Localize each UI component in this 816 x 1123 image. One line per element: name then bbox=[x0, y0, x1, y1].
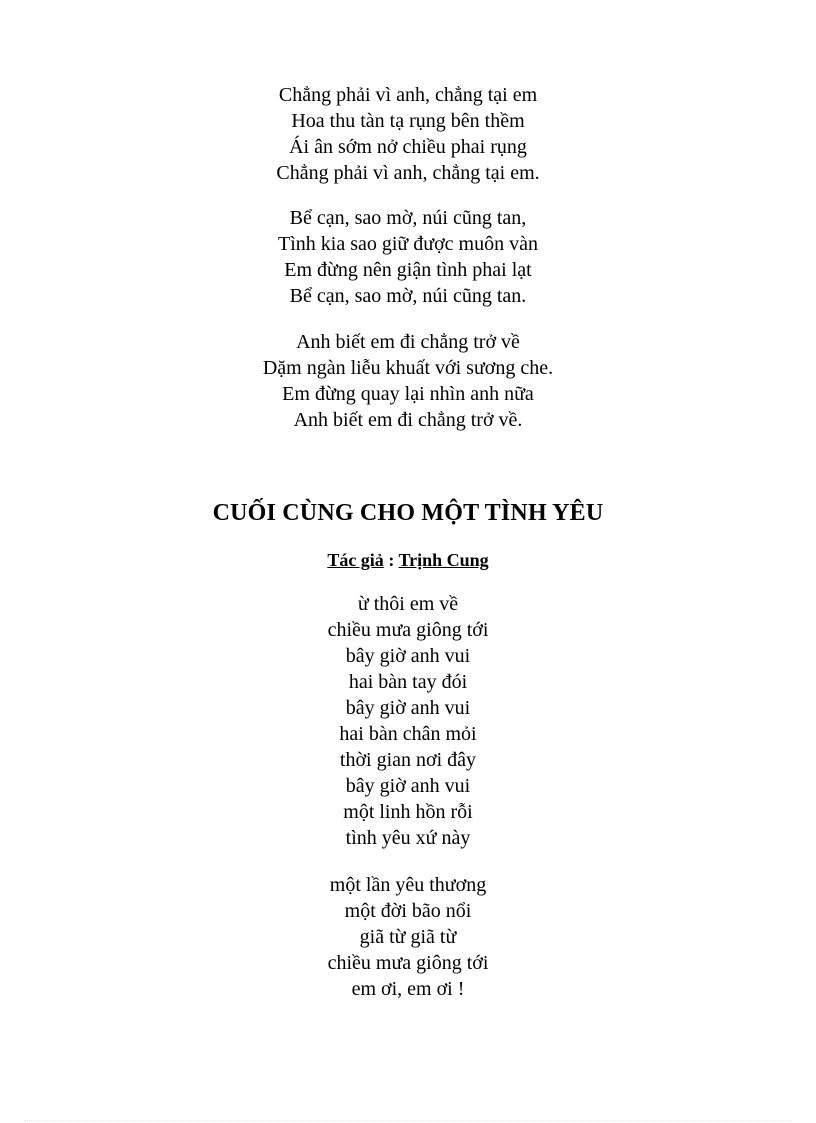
author-label: Tác giả bbox=[327, 550, 384, 570]
poem-line: chiều mưa giông tới bbox=[327, 619, 489, 641]
poem-line: bây giờ anh vui bbox=[345, 645, 471, 667]
page-bottom-divider bbox=[24, 1120, 792, 1121]
author-separator: : bbox=[383, 550, 399, 570]
poem-line: Bể cạn, sao mờ, núi cũng tan. bbox=[289, 285, 527, 307]
poem2-stanza-1 bbox=[0, 591, 816, 851]
poem-line: hai bàn tay đói bbox=[348, 671, 468, 693]
poem-line: giã từ giã từ bbox=[359, 926, 457, 948]
poem-line: Ái ân sớm nở chiều phai rụng bbox=[289, 136, 527, 158]
author-name: Trịnh Cung bbox=[398, 550, 489, 570]
poem-line: chiều mưa giông tới bbox=[327, 952, 489, 974]
poem-line: tình yêu xứ này bbox=[345, 827, 471, 849]
poem-line: ừ thôi em về bbox=[357, 593, 459, 615]
poem1-stanza-3 bbox=[0, 329, 816, 433]
poem2-stanza-2 bbox=[0, 872, 816, 1002]
poem-line: thời gian nơi đây bbox=[339, 749, 477, 771]
poem-line: bây giờ anh vui bbox=[345, 775, 471, 797]
poem-line: Dặm ngàn liễu khuất với sương che. bbox=[262, 357, 554, 379]
poem-line: Chẳng phải vì anh, chẳng tại em bbox=[278, 84, 538, 106]
poem-line: hai bàn chân mỏi bbox=[339, 723, 477, 745]
poem1-stanza-1 bbox=[0, 82, 816, 186]
poem-line: Hoa thu tàn tạ rụng bên thềm bbox=[291, 110, 525, 132]
author-line bbox=[0, 548, 816, 572]
poem-line: em ơi, em ơi ! bbox=[351, 978, 465, 1000]
poem-line: Tình kia sao giữ được muôn vàn bbox=[278, 233, 538, 255]
poem-title: CUỐI CÙNG CHO MỘT TÌNH YÊU bbox=[212, 500, 604, 526]
poem-line: Anh biết em đi chẳng trở về. bbox=[293, 409, 523, 431]
poem-line: Bể cạn, sao mờ, núi cũng tan, bbox=[289, 207, 527, 229]
poem-line: một đời bão nổi bbox=[344, 900, 472, 922]
poem-line: Em đừng quay lại nhìn anh nữa bbox=[282, 383, 534, 405]
poem-line: một lần yêu thương bbox=[329, 874, 487, 896]
poem-line: Anh biết em đi chẳng trở về bbox=[296, 331, 520, 353]
poem-line: Chẳng phải vì anh, chẳng tại em. bbox=[276, 162, 540, 184]
poem1-stanza-2 bbox=[0, 205, 816, 309]
poem-line: bây giờ anh vui bbox=[345, 697, 471, 719]
poem-line: một linh hồn rỗi bbox=[343, 801, 473, 823]
poem-line: Em đừng nên giận tình phai lạt bbox=[284, 259, 532, 281]
